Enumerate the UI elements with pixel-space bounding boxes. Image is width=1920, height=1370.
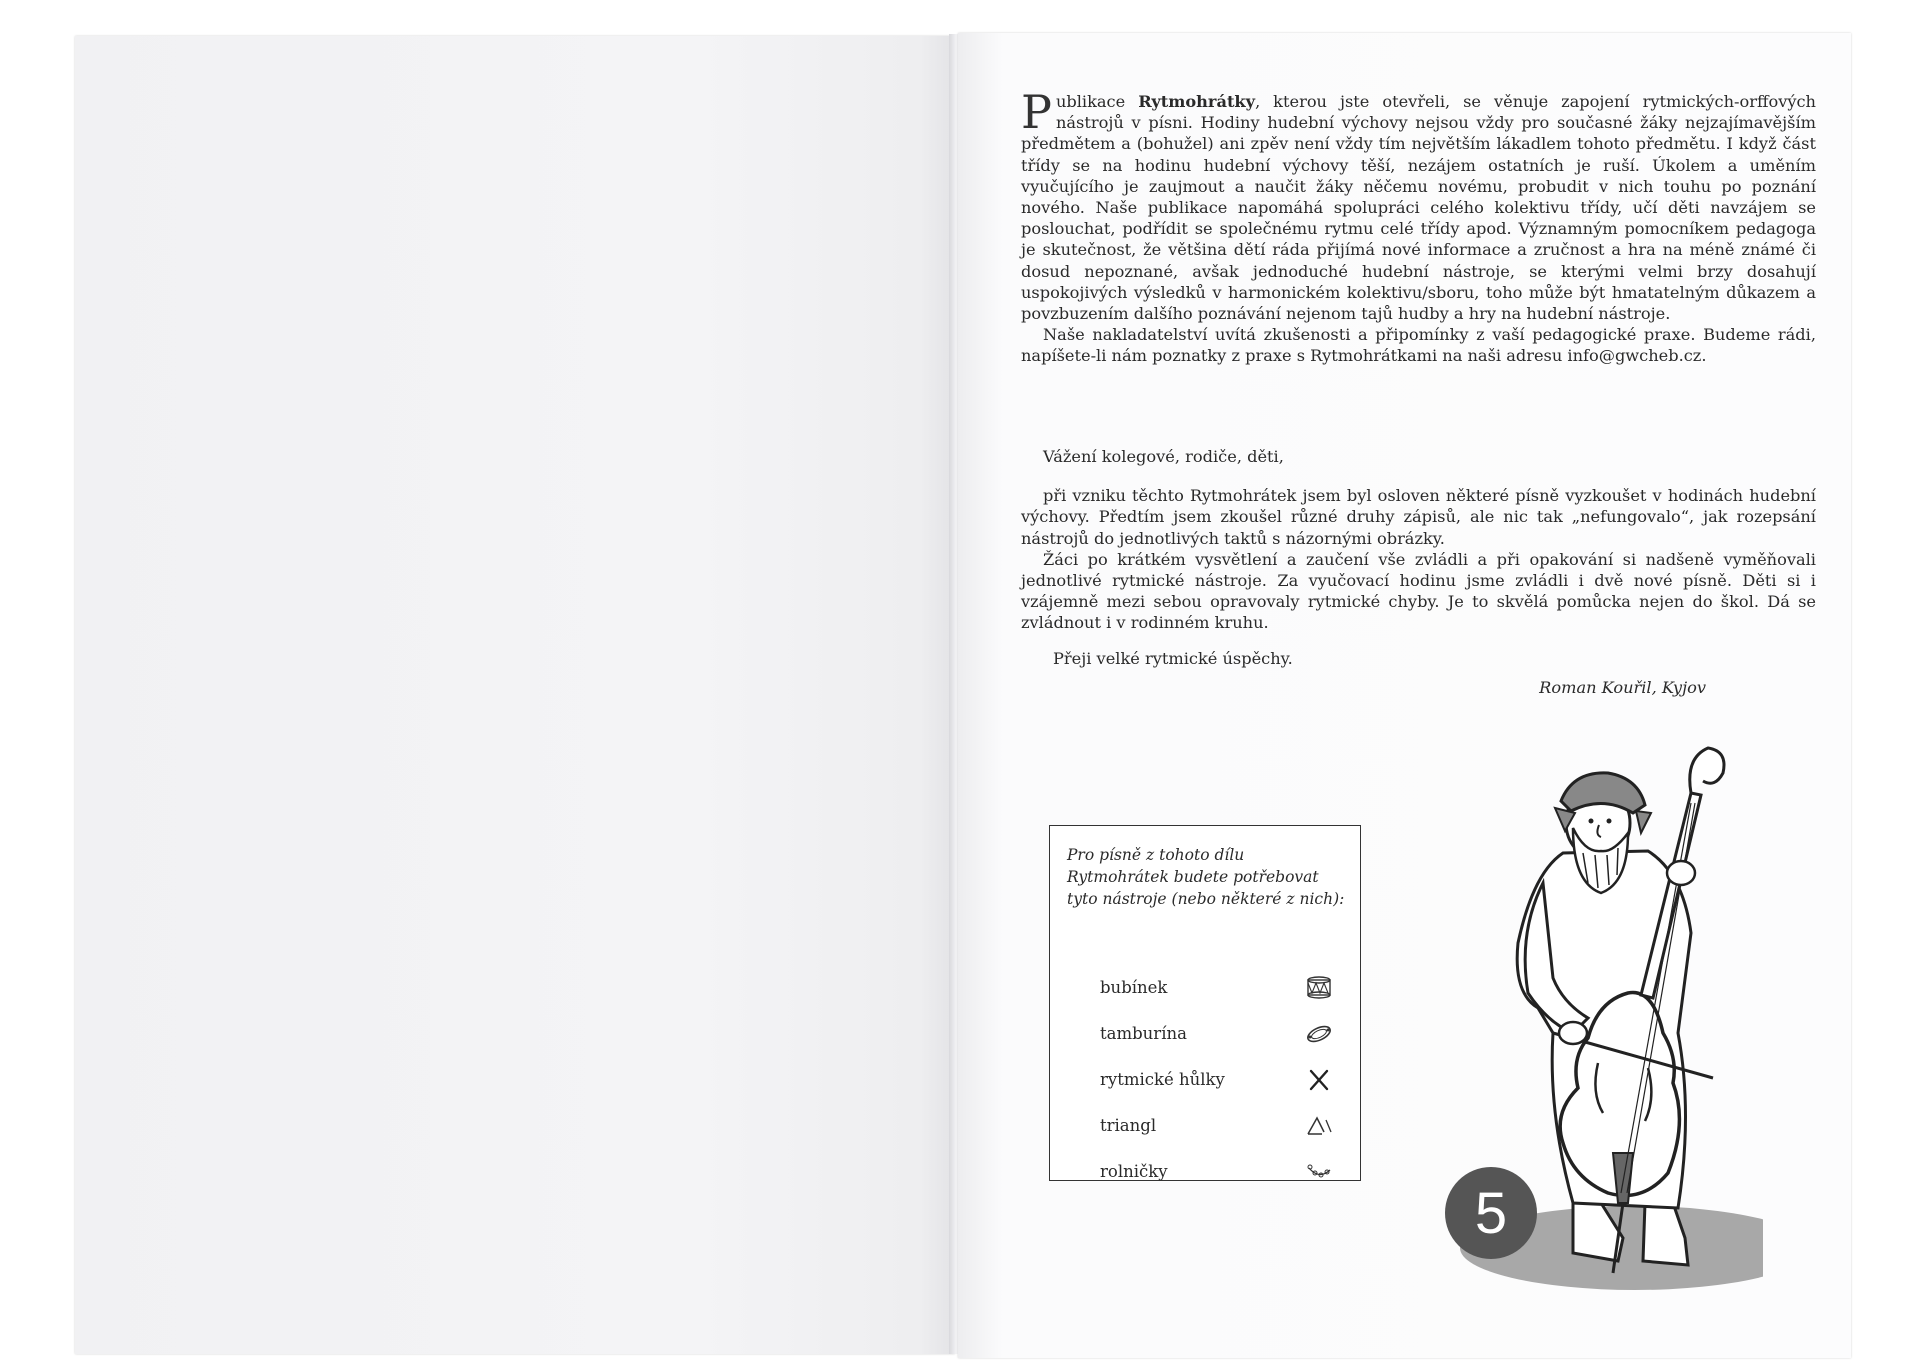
book-title-bold: Rytmohrátky	[1138, 92, 1256, 111]
instrument-name: triangl	[1100, 1116, 1157, 1135]
page-number: 5	[1474, 1181, 1508, 1246]
letter-paragraph-2: Žáci po krátkém vysvětlení a zaučení vše zvládli a při opakování si nadšeně vyměňovali jednotlivé rytmické nástroje. Za vyučovací hodinu jsme zvládli i dvě nové písně. Děti si i vzájemně mezi sebou opravovaly rytmické chyby. Je to skvělá pomůcka nejen do škol. Dá se zvládnout i v rodinném kruhu.	[1021, 549, 1816, 633]
bells-icon	[1304, 1158, 1334, 1186]
letter-closing: Přeji velké rytmické úspěchy.	[1053, 648, 1293, 668]
rhythm-sticks-icon	[1304, 1066, 1334, 1094]
triangle-icon	[1304, 1112, 1334, 1140]
instrument-name: bubínek	[1100, 978, 1168, 997]
instrument-row-triangle	[1100, 1112, 1340, 1142]
letter-signature: Roman Kouřil, Kyjov	[1539, 677, 1706, 697]
letter-greeting: Vážení kolegové, rodiče, děti,	[1043, 447, 1284, 466]
dropcap-letter: P	[1021, 85, 1052, 139]
left-page-blank	[75, 36, 955, 1354]
drum-icon	[1304, 974, 1334, 1002]
publisher-note: Naše nakladatelství uvítá zkušenosti a připomínky z vaší pedagogické praxe. Budeme rádi, napíšete-li nám poznatky z praxe s Rytmohrátkami na naši adresu info@gwcheb.cz.	[1021, 325, 1816, 366]
instruments-intro: Pro písně z tohoto dílu Rytmohrátek budete potřebovat tyto nástroje (nebo některé z nich):	[1067, 846, 1345, 908]
intro-lead: ublikace	[1055, 92, 1126, 111]
instrument-row-drum	[1100, 974, 1340, 1004]
intro-body: , kterou jste otevřeli, se věnuje zapojení rytmických-orffových nástrojů v písni. Hodiny hudební výchovy nejsou vždy pro současné žáky nejzajímavějším předmětem a (bohužel) ani zpěv není vždy tím největším lákadlem tohoto předmětu. I když část třídy se na hodinu hudební výchovy těší, nezájem ostatních je ruší. Úkolem a uměním vyučujícího je zaujmout a naučit žáky něčemu novému, probudit v nich touhu po poznání nového. Naše publikace napomáhá spolupráci celého kolektivu třídy, učí děti navzájem se poslouchat, podřídit se společnému rytmu celé třídy apod. Významným pomocníkem pedagoga je skutečnost, že většina dětí ráda přijímá nové informace a zručnost a hra na méně známé či dosud nepoznané, avšak jednoduché hudební nástroje, se kterými velmi brzy dosahují uspokojivých výsledků v harmonickém kolektivu/sboru, toho může být hmatatelným důkazem a povzbuzením dalšího poznávání nejenom tajů hudby a hry na hudební nástroje.	[1021, 92, 1816, 324]
instruments-box	[1049, 825, 1361, 1181]
instrument-name: tamburína	[1100, 1024, 1187, 1043]
tambourine-icon	[1304, 1020, 1334, 1048]
intro-text	[1021, 85, 1816, 367]
double-bass-player-illustration	[1423, 733, 1763, 1293]
intro-paragraph	[1021, 85, 1816, 324]
right-page	[958, 33, 1851, 1358]
instrument-name: rytmické hůlky	[1100, 1070, 1225, 1089]
instrument-row-bells	[1100, 1158, 1340, 1188]
instrument-row-sticks	[1100, 1066, 1340, 1096]
letter-section	[1021, 446, 1816, 698]
instrument-row-tambourine	[1100, 1020, 1340, 1050]
letter-paragraph-1: při vzniku těchto Rytmohrátek jsem byl osloven některé písně vyzkoušet v hodinách hudební výchovy. Předtím jsem zkoušel různé druhy zápisů, ale nic tak „nefungovalo“, jak rozepsání nástrojů do jednotlivých taktů s názornými obrázky.	[1021, 486, 1816, 548]
instrument-name: rolničky	[1100, 1162, 1168, 1181]
